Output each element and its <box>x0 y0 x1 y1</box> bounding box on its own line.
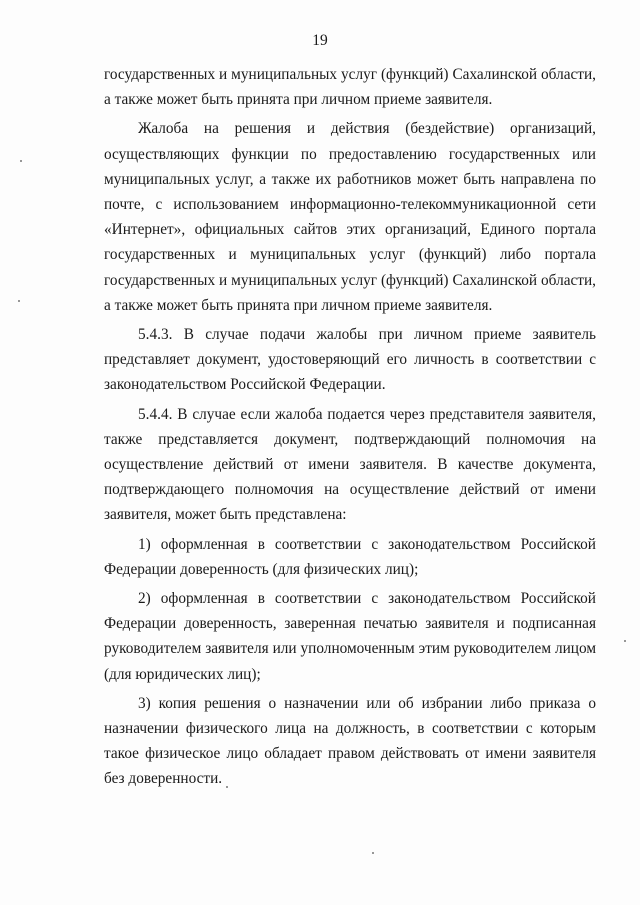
scan-speck <box>624 640 626 642</box>
paragraph-5-4-3: 5.4.3. В случае подачи жалобы при личном приеме заявитель представляет документ, удостоверяющий его личность в соответствии с законодательством Российской Федерации. <box>104 326 596 394</box>
document-body <box>104 62 596 796</box>
list-item-1: 1) оформленная в соответствии с законодательством Российской Федерации доверенность (для физических лиц); <box>104 535 596 578</box>
scan-speck <box>18 300 20 302</box>
page-number: 19 <box>312 32 328 49</box>
paragraph-continuation: государственных и муниципальных услуг (функций) Сахалинской области, а также может быть принята при личном приеме заявителя. <box>104 66 596 109</box>
scan-speck <box>372 852 374 854</box>
paragraph-complaint-organizations: Жалоба на решения и действия (бездействие) организаций, осуществляющих функции по предоставлению государственных или муниципальных услуг, а также их работников может быть направлена по почте, с использованием информационно-телекоммуникационной сети «Интернет», официальных сайтов этих организаций, Единого портала государственных и муниципальных услуг (функций) либо портала государственных и муниципальных услуг (функций) Сахалинской области, а также может быть принята при личном приеме заявителя. <box>104 120 596 314</box>
list-item-3: 3) копия решения о назначении или об избрании либо приказа о назначении физического лица на должность, в соответствии с которым такое физическое лицо обладает правом действовать от имени заявителя без доверенности. <box>104 694 596 788</box>
paragraph-5-4-4: 5.4.4. В случае если жалоба подается через представителя заявителя, также представляется документ, подтверждающий полномочия на осуществление действий от имени заявителя. В качестве документа, подтверждающего полномочия на осуществление действий от имени заявителя, может быть представлена: <box>104 405 596 524</box>
scan-speck <box>226 786 228 788</box>
list-item-2: 2) оформленная в соответствии с законодательством Российской Федерации доверенность, заверенная печатью заявителя и подписанная руководителем заявителя или уполномоченным этим руководителем лицом (для юридических лиц); <box>104 590 596 683</box>
scan-speck <box>20 160 22 162</box>
